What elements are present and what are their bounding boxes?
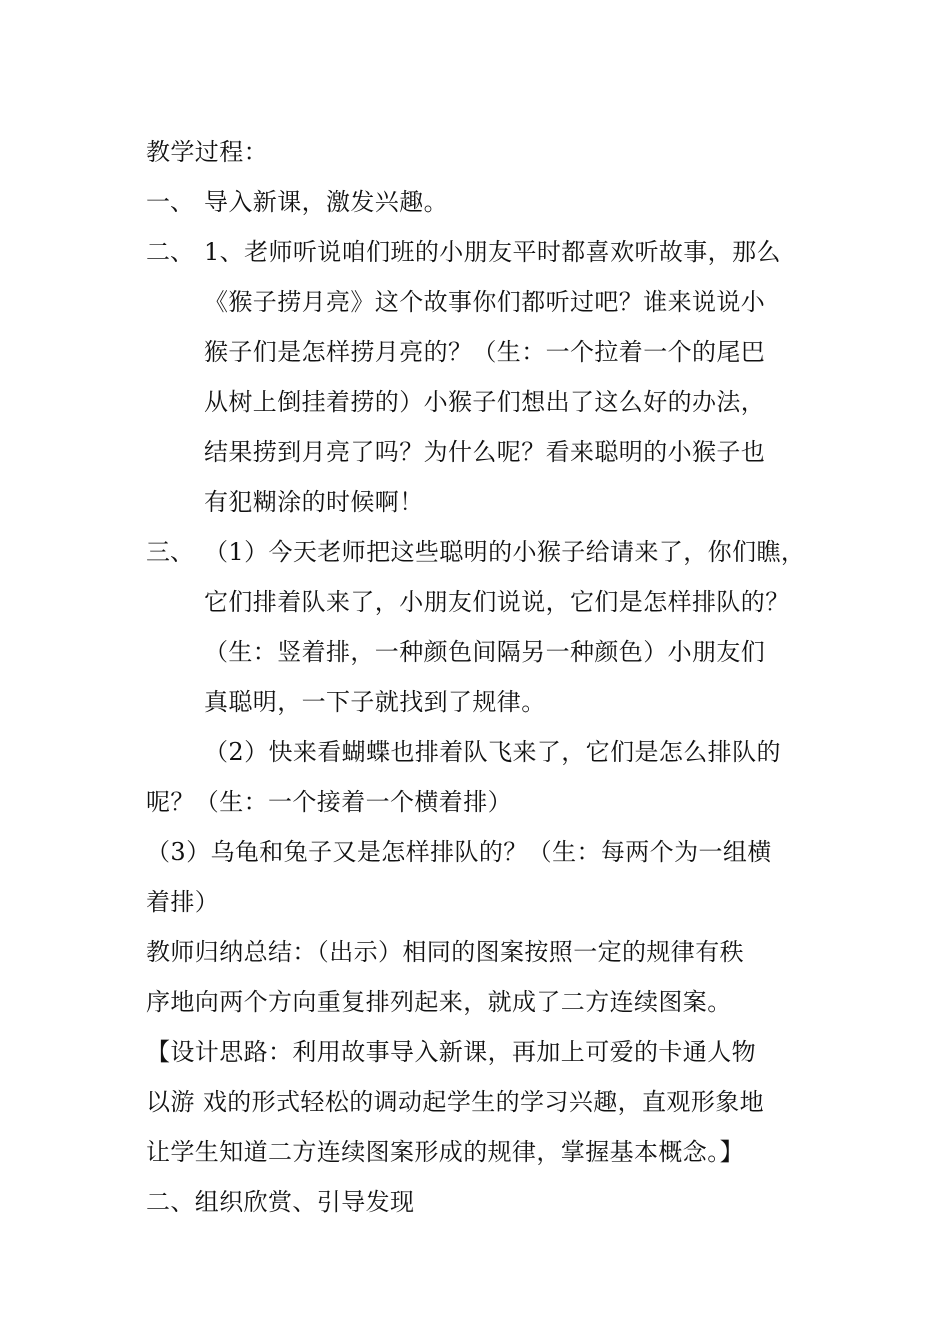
section-2-number: 二、 [146, 238, 194, 266]
section-2-line: 有犯糊涂的时候啊！ [204, 488, 424, 516]
section-3-line: 它们排着队来了，小朋友们说说，它们是怎样排队的？ [204, 588, 790, 616]
section-2-line: 1、老师听说咱们班的小朋友平时都喜欢听故事，那么 [204, 238, 781, 266]
section-3-line: （3）乌龟和兔子又是怎样排队的？（生：每两个为一组横 [146, 838, 772, 866]
design-note-line: 让学生知道二方连续图案形成的规律，掌握基本概念。】 [146, 1138, 744, 1166]
section-1-number: 一、 [146, 188, 194, 216]
heading: 教学过程： [146, 138, 268, 166]
section-3-line: 呢？（生：一个接着一个横着排） [146, 788, 512, 816]
section-3-number: 三、 [146, 538, 194, 566]
design-note-line: 以游 戏的形式轻松的调动起学生的学习兴趣，直观形象地 [146, 1088, 765, 1116]
section-3-line: 着排） [146, 888, 220, 916]
section-2-line: 《猴子捞月亮》这个故事你们都听过吧？谁来说说小 [204, 288, 766, 316]
section-2-line: 结果捞到月亮了吗？为什么呢？看来聪明的小猴子也 [204, 438, 766, 466]
summary-line: 教师归纳总结：（出示）相同的图案按照一定的规律有秩 [146, 938, 744, 966]
section-2-line: 从树上倒挂着捞的）小猴子们想出了这么好的办法， [204, 388, 766, 416]
design-note-line: 【设计思路：利用故事导入新课，再加上可爱的卡通人物 [146, 1038, 756, 1066]
section-3-line: 真聪明，一下子就找到了规律。 [204, 688, 546, 716]
section-3-line: （2）快来看蝴蝶也排着队飞来了，它们是怎么排队的 [204, 738, 781, 766]
next-section-heading: 二、组织欣赏、引导发现 [146, 1188, 415, 1216]
section-2-line: 猴子们是怎样捞月亮的？（生：一个拉着一个的尾巴 [204, 338, 766, 366]
section-1-text: 导入新课，激发兴趣。 [204, 188, 448, 216]
summary-line: 序地向两个方向重复排列起来，就成了二方连续图案。 [146, 988, 732, 1016]
section-3-line: （生：竖着排，一种颜色间隔另一种颜色）小朋友们 [204, 638, 766, 666]
section-3-line: （1）今天老师把这些聪明的小猴子给请来了，你们瞧， [204, 538, 806, 566]
